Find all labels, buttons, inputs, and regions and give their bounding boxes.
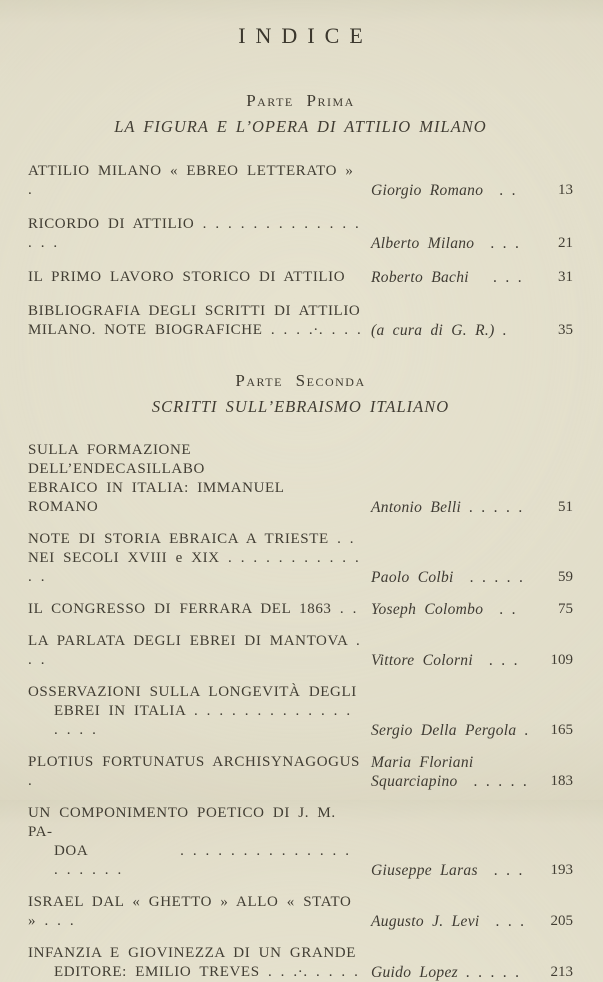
- entry-title-line-1: INFANZIA E GIOVINEZZA DI UN GRANDE: [28, 945, 356, 961]
- section-1-part-title: LA FIGURA E L’OPERA DI ATTILIO MILANO: [114, 117, 487, 136]
- entry-author-line-2: Squarciapino . . . . .: [371, 773, 528, 790]
- entry-title: LA PARLATA DEGLI EBREI DI MANTOVA . . .: [28, 633, 361, 668]
- entry-author: Antonio Belli . . . . .: [371, 499, 523, 516]
- entry-author: [362, 753, 543, 791]
- entry-page-number: 193: [550, 862, 573, 878]
- entry-title-line-2: EDITORE: EMILIO TREVES . . .·. . . . .: [54, 964, 359, 980]
- entry-author: Paolo Colbi . . . . .: [371, 569, 524, 586]
- entry-title: ATTILIO MILANO « EBREO LETTERATO » .: [28, 163, 354, 198]
- entry-page-number: 205: [550, 913, 573, 929]
- toc-entry: [28, 632, 573, 670]
- entry-page-number: 35: [558, 322, 573, 338]
- toc-entry: [28, 753, 573, 791]
- entry-title-line-1: SULLA FORMAZIONE DELL’ENDECASILLABO: [28, 442, 205, 477]
- entry-title: PLOTIUS FORTUNATUS ARCHISYNAGOGUS .: [28, 754, 360, 789]
- toc-entry: [28, 268, 573, 287]
- entry-title: IL PRIMO LAVORO STORICO DI ATTILIO: [28, 269, 346, 285]
- entry-page-number: 21: [558, 235, 573, 251]
- entry-title-line-2: MILANO. NOTE BIOGRAFICHE . . . .·. . . .: [28, 322, 362, 338]
- entry-page-number: 109: [550, 652, 573, 668]
- toc-entry: [28, 944, 573, 982]
- entry-author: Giorgio Romano . .: [371, 182, 517, 199]
- section-2-entries: [28, 441, 573, 982]
- toc-entry: [28, 530, 573, 587]
- entry-author: Yoseph Colombo . .: [371, 601, 517, 618]
- section-1-part-label: Parte Prima: [246, 91, 355, 110]
- toc-entry: [28, 215, 573, 253]
- entry-title: ISRAEL DAL « GHETTO » ALLO « STATO » . . .: [28, 894, 352, 929]
- section-2-part-title: SCRITTI SULL’EBRAISMO ITALIANO: [151, 397, 450, 416]
- entry-author: (a cura di G. R.) .: [371, 322, 507, 339]
- entry-author: Vittore Colorni . . .: [371, 652, 519, 669]
- entry-author: Roberto Bachi . . .: [371, 269, 523, 286]
- entry-title-line-1: BIBLIOGRAFIA DEGLI SCRITTI DI ATTILIO: [28, 303, 361, 319]
- toc-entry: [28, 441, 573, 517]
- entry-title-line-2: NEI SECOLI XVIII e XIX . . . . . . . . . . . . .: [28, 550, 360, 585]
- entry-author: Sergio Della Pergola .: [371, 722, 529, 739]
- toc-entry: [28, 302, 573, 340]
- section-2-part-label: Parte Seconda: [235, 371, 366, 390]
- entry-author: Alberto Milano . . .: [371, 235, 520, 252]
- toc-entry: [28, 683, 573, 740]
- entry-title-line-2: EBRAICO IN ITALIA: IMMANUEL ROMANO: [28, 480, 284, 515]
- toc-entry: [28, 600, 573, 619]
- entry-title: RICORDO DI ATTILIO . . . . . . . . . . . . . . . .: [28, 216, 360, 251]
- entry-page-number: 183: [550, 773, 573, 789]
- entry-page-number: 13: [558, 182, 573, 198]
- entry-title-line-2: DOA . . . . . . . . . . . . . . . . . . . .: [54, 843, 350, 878]
- toc-entry: [28, 804, 573, 880]
- entry-page-number: 165: [550, 722, 573, 738]
- entry-author: Augusto J. Levi . . .: [371, 913, 525, 930]
- entry-page-number: 59: [558, 569, 573, 585]
- entry-author-line-1: Maria Floriani: [371, 754, 474, 771]
- entry-page-number: 31: [558, 269, 573, 285]
- section-1-entries: [28, 162, 573, 340]
- page-title: INDICE: [238, 23, 373, 48]
- entry-title: IL CONGRESSO DI FERRARA DEL 1863 . .: [28, 601, 357, 617]
- entry-author: Giuseppe Laras . . .: [371, 862, 524, 879]
- toc-entry: [28, 162, 573, 200]
- entry-title-line-1: NOTE DI STORIA EBRAICA A TRIESTE . .: [28, 531, 355, 547]
- entry-title-line-1: OSSERVAZIONI SULLA LONGEVITÀ DEGLI: [28, 684, 357, 700]
- entry-page-number: 51: [558, 499, 573, 515]
- entry-title-line-1: UN COMPONIMENTO POETICO DI J. M. PA-: [28, 805, 336, 840]
- entry-page-number: 213: [550, 964, 573, 980]
- entry-page-number: 75: [558, 601, 573, 617]
- entry-author: Guido Lopez . . . . .: [371, 964, 520, 981]
- toc-entry: [28, 893, 573, 931]
- entry-title-line-2: EBREI IN ITALIA . . . . . . . . . . . . . . . . .: [54, 703, 351, 738]
